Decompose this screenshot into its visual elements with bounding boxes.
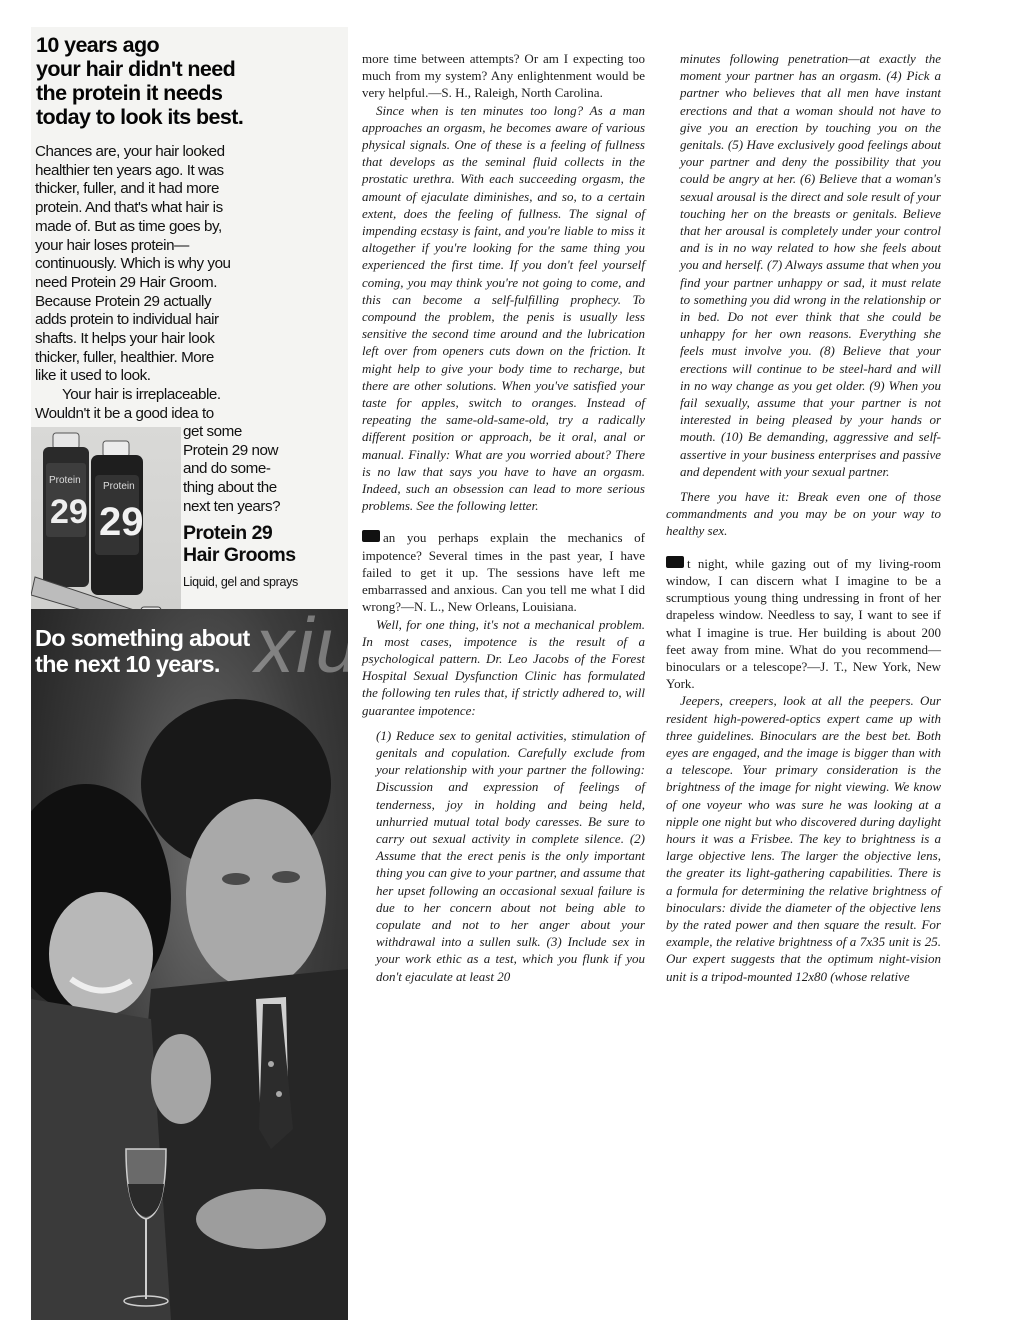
ad-headline-line: your hair didn't need	[36, 57, 236, 81]
ad-tagline	[35, 625, 335, 677]
ad-body-line: thicker, fuller, and it had more	[35, 180, 219, 198]
answer-text: Well, for one thing, it's not a mechanical problem. In most cases, impotence is the result of a psychological pattern. Dr. Leo Jacobs of the Forest Hospital Sexual Dysfunction Clinic has formulated the following ten rules that, if strictly adhered to, will guarantee impotence:	[362, 616, 645, 718]
ad-side-line: thing about the	[183, 479, 277, 497]
ad-brand-name	[183, 523, 343, 566]
protein29-advertisement	[31, 27, 348, 1320]
ad-body-line: healthier ten years ago. It was	[35, 161, 224, 179]
ad-side-line: Protein 29 now	[183, 441, 279, 459]
ad-body-line: Your hair is irreplaceable.	[62, 386, 221, 404]
ad-body-line: protein. And that's what hair is	[35, 199, 223, 217]
ad-body-copy	[35, 143, 340, 424]
ad-body-line: Chances are, your hair looked	[35, 143, 225, 160]
ad-body-line: Wouldn't it be a good idea to	[35, 404, 214, 422]
watermark-text: xiu	[255, 601, 361, 689]
letter-paragraph	[666, 555, 941, 693]
ad-headline-line: the protein it needs	[36, 81, 223, 105]
ad-brand-line: Protein 29	[183, 522, 273, 544]
ad-body-line: adds protein to individual hair	[35, 311, 219, 329]
ad-body-line: Because Protein 29 actually	[35, 292, 212, 310]
ad-body-line: thicker, fuller, healthier. More	[35, 348, 214, 366]
ad-side-line: and do some-	[183, 460, 271, 478]
ad-headline-line: today to look its best.	[36, 105, 244, 129]
ad-side-line: get some	[183, 423, 242, 440]
rules-text: (1) Reduce sex to genital activities, stimulation of genitals and copulation. Carefully exclude from your relationship with your partner the following: Discussion and expression of feelings of tenderness, joy in holding and being held, unhurried mutual total body caresses. Be sure to carry out sexual activity in complete silence. (2) Assume that the erect penis is the only important thing you can give to your partner, and assume that her upset following an occasional sexual failure is due to her concern about not being able to copulate and not to her anger about your withdrawal into a sullen sulk. (3) Include sex in your work ethic as a test, which you flunk if you don't ejaculate at least 20	[376, 727, 645, 984]
answer-text: Since when is ten minutes too long? As a man approaches an orgasm, he becomes aware of various physical signals. One of these is a feeling of fullness that develops as the seminal fluid collects in the prostatic urethra. With each succeeding orgasm, the amount of ejaculate diminishes, and so, to a certain extent, does the feeling of fullness. The signal of impending ecstasy is faint, and you're liable to miss it altogether if you're looking for the same thing you experienced the first time. If you don't feel yourself coming, you may think you're not going to come, and this can become a self-fulfilling prophecy. To compound the problem, the penis is usually less sensitive the second time around and the lubrication left over from openers cuts down on the friction. It might help to give your body time to recharge, but there are other solutions. When you've satisfied your taste for apples, switch to oranges. Instead of repeating the same-old-same-old, try a radically different position or approach, be it oral, anal or manual. Finally: What are you worried about? There is no law that says you have to have an orgasm. Indeed, such an obsession can lead to more serious problems. See the following letter.	[362, 102, 645, 514]
couple-photo-illustration	[31, 609, 348, 1320]
bottle-number-text: 29	[99, 500, 144, 544]
ad-tagline-line: the next 10 years.	[35, 651, 220, 677]
ad-body-line: need Protein 29 Hair Groom.	[35, 273, 218, 291]
ad-body-line: shafts. It helps your hair look	[35, 330, 215, 348]
answer-closing-text: There you have it: Break even one of those commandments and you may be on your way to healthy sex.	[666, 489, 941, 539]
letter-text: an you perhaps explain the mechanics of impotence? Several times in the past year, I have failed to get it up. The sessions have left me embarrassed and anxious. Can you tell me what I did wrong?—N. L., New Orleans, Louisiana.	[362, 530, 645, 615]
dropcap-a-icon	[666, 556, 684, 568]
rules-text: minutes following penetration—at exactly the moment your partner has an orgasm. (4) Pick a partner who believes that all men have instant erections and that a woman should not have to give you an erection by touching you on the genitals. (5) Have exclusively good feelings about your partner and deny the possibility that you could be angry at her. (6) Believe that a woman's sexual arousal is the direct and sole result of your touching her on the breasts or genitals. Believe that her arousal is completely under your control and is in no way related to how she feels about you and herself. (7) Always assume that when you find your partner unhappy or sad, it must relate to something you did wrong in the relationship or in bed. Do not ever think that she could be unhappy for her own reasons. Everything she feels must involve you. (8) Believe that your erections will continue to be steel-hard and will in no way change as you get older. (9) When you fail sexually, assume that your partner is not interested in being pleased by your hands or mouth. (10) Be demanding, aggressive and self-assertive in your business enterprises and passive and dependent with your sexual partner.	[680, 51, 941, 479]
answer-text: Jeepers, creepers, look at all the peepers. Our resident high-powered-optics expert came up with three guidelines. Binoculars are the best bet. Both eyes are engaged, and the image is bigger than with a telescope. Your primary consideration is the brightness of the image for night viewing. We know of one voyeur who was sure he was looking at a nipple one night but who discovered during daylight hours it was a Frisbee. The key to brightness is a large objective lens. The larger the objective lens, the greater its light-gathering capabilities. There is a formula for determining the relative brightness of binoculars: divide the diameter of the objective lens by the rated power and then square the result. For example, the relative brightness of a 7x35 unit is 25. Our expert suggests that the optimum night-vision unit is a tripod-mounted 12x80 (whose relative	[666, 693, 941, 984]
letter-paragraph	[362, 529, 645, 615]
couple-photo	[31, 609, 348, 1320]
article-column-2	[666, 50, 941, 985]
dropcap-c-icon	[362, 530, 380, 542]
ad-side-line: next ten years?	[183, 497, 281, 515]
product-bottles-image	[31, 427, 181, 632]
ad-headline	[36, 33, 336, 129]
letter-text: t night, while gazing out of my living-room window, I can discern what I imagine to be a scrumptious young thing undressing in front of her drapeless window. Needless to say, I want to see if what I imagine is true. Her building is about 200 feet away from mine. What do you recommend—binoculars or a telescope?—J. T., New York, New York.	[666, 555, 941, 692]
bottle-label-text: Protein	[49, 475, 81, 486]
article-column-1	[362, 50, 645, 985]
ad-product-subtitle: Liquid, gel and sprays	[183, 575, 299, 589]
bottle-label-text: Protein	[103, 481, 135, 492]
bottles-illustration	[31, 427, 181, 632]
ad-side-copy	[183, 423, 343, 517]
ad-body-line: your hair loses protein—	[35, 236, 189, 254]
ad-tagline-line: Do something about	[35, 625, 250, 651]
bottle-number-text: 29	[50, 493, 88, 531]
ad-headline-line: 10 years ago	[36, 33, 160, 57]
ad-body-line: like it used to look.	[35, 367, 151, 385]
ad-body-line: made of. But as time goes by,	[35, 217, 222, 235]
ad-brand-line: Hair Grooms	[183, 543, 296, 566]
letter-text: more time between attempts? Or am I expecting too much from my system? Any enlightenment would be very helpful.—S. H., Raleigh, North Carolina.	[362, 51, 645, 101]
ad-body-line: continuously. Which is why you	[35, 255, 231, 273]
